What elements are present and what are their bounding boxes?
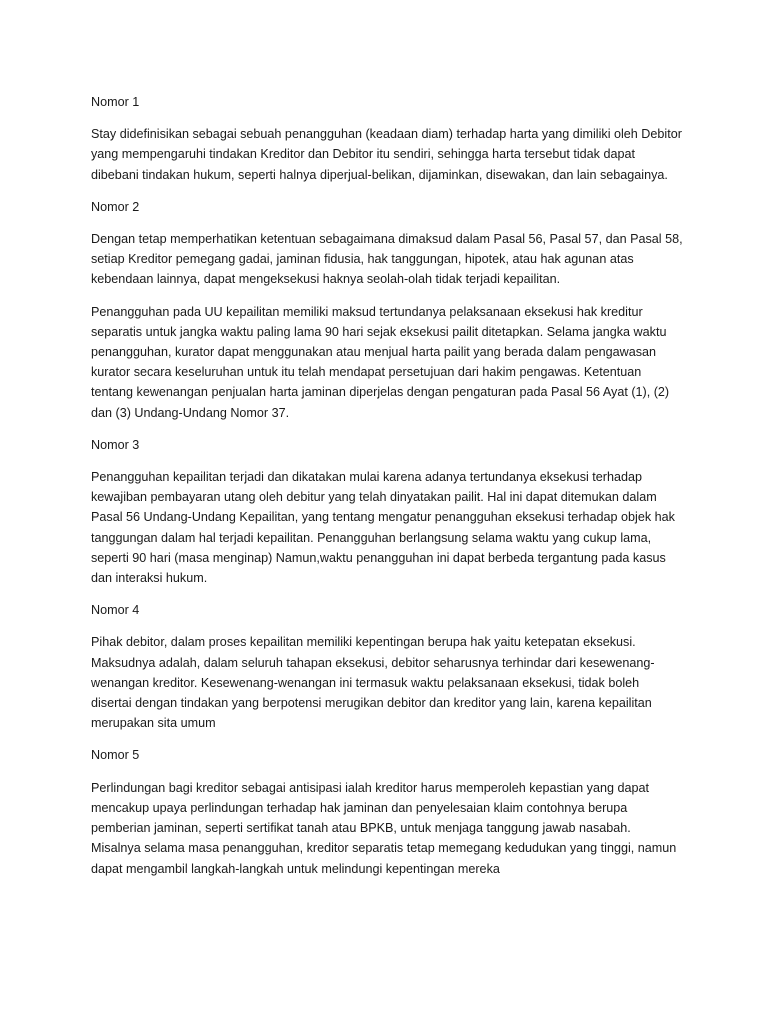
section-paragraph: Stay didefinisikan sebagai sebuah penangguhan (keadaan diam) terhadap harta yang dimiliki oleh Debitor yang mempengaruhi tindakan Kreditor dan Debitor itu sendiri, sehingga harta tersebut tidak dapat dibebani tindakan hukum, seperti halnya diperjual-belikan, dijaminkan, disewakan, dan lain sebagainya. [91, 127, 682, 182]
section-nomor-2 [91, 197, 683, 423]
section-nomor-5 [91, 745, 683, 878]
section-heading: Nomor 2 [91, 199, 140, 214]
section-paragraph: Pihak debitor, dalam proses kepailitan memiliki kepentingan berupa hak yaitu ketepatan eksekusi. Maksudnya adalah, dalam seluruh tahapan eksekusi, debitor seharusnya terhindar dari kesewenang-wenangan kreditor. Kesewenang-wenangan ini termasuk waktu pelaksanaan eksekusi, tidak boleh disertai dengan tindakan yang berpotensi merugikan debitor dan kreditor yang lain, karena kepailitan merupakan sita umum [91, 635, 655, 731]
section-paragraph: Dengan tetap memperhatikan ketentuan sebagaimana dimaksud dalam Pasal 56, Pasal 57, dan Pasal 58, setiap Kreditor pemegang gadai, jaminan fidusia, hak tanggungan, hipotek, atau hak agunan atas kebendaan lainnya, dapat mengeksekusi haknya seolah-olah tidak terjadi kepailitan. [91, 232, 683, 287]
section-paragraph: Perlindungan bagi kreditor sebagai antisipasi ialah kreditor harus memperoleh kepastian yang dapat mencakup upaya perlindungan terhadap hak jaminan dan penyelesaian klaim contohnya berupa pemberian jaminan, seperti sertifikat tanah atau BPKB, untuk menjaga tanggung jawab nasabah. Misalnya selama masa penangguhan, kreditor separatis tetap memegang kedudukan yang tinggi, namun dapat mengambil langkah-langkah untuk melindungi kepentingan mereka [91, 780, 677, 876]
section-paragraph: Penangguhan kepailitan terjadi dan dikatakan mulai karena adanya tertundanya eksekusi terhadap kewajiban pembayaran utang oleh debitur yang telah dinyatakan pailit. Hal ini dapat ditemukan dalam Pasal 56 Undang-Undang Kepailitan, yang tentang mengatur penangguhan eksekusi terhadap objek hak tanggungan dalam hal terjadi kepailitan. Penangguhan berlangsung selama waktu yang cukup lama, seperti 90 hari (masa menginap) Namun,waktu penangguhan ini dapat berbeda tergantung pada kasus dan interaksi hukum. [91, 470, 675, 586]
section-nomor-4 [91, 600, 683, 733]
section-heading: Nomor 4 [91, 603, 140, 618]
section-heading: Nomor 3 [91, 437, 140, 452]
section-nomor-1 [91, 92, 683, 185]
section-paragraph: Penangguhan pada UU kepailitan memiliki maksud tertundanya pelaksanaan eksekusi hak kreditur separatis untuk jangka waktu paling lama 90 hari sejak eksekusi pailit ditetapkan. Selama jangka waktu penangguhan, kurator dapat menggunakan atau menjual harta pailit yang berada dalam pengawasan kurator secara keseluruhan untuk itu telah mendapat persetujuan dari hakim pengawas. Ketentuan tentang kewenangan penjualan harta jaminan diperjelas dengan pengaturan pada Pasal 56 Ayat (1), (2) dan (3) Undang-Undang Nomor 37. [91, 304, 670, 420]
section-nomor-3 [91, 435, 683, 588]
document-page [91, 92, 683, 891]
section-heading: Nomor 1 [91, 95, 140, 109]
section-heading: Nomor 5 [91, 748, 140, 763]
